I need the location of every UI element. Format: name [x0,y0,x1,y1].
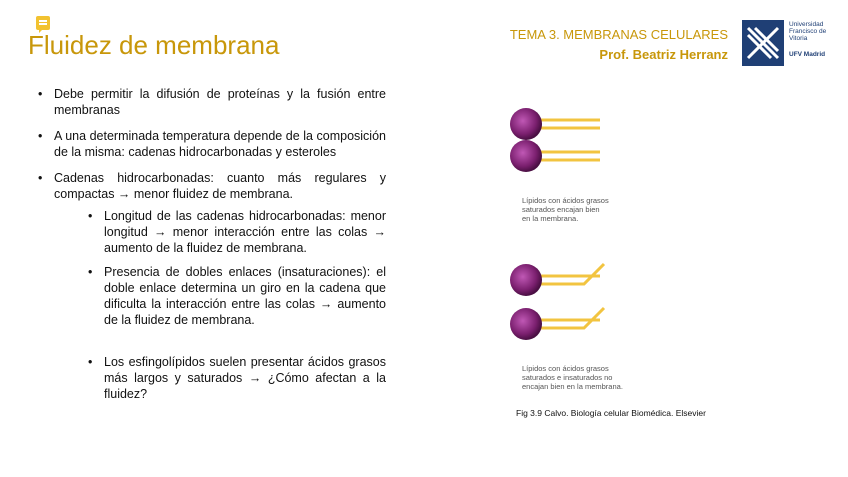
bullet-item: • Cadenas hidrocarbonadas: cuanto más regulares y compactas → menor fluidez de membrana. • Longitud de las cadenas hidrocarbonadas: menor longitud → menor interacción entre las colas → aumento de la fluidez de membrana. • Presencia de dobles enlaces (insaturaciones): el doble enlace determina un giro en la cadena que dificulta la interacción entre las colas → aumento de la fluidez de membrana. • Los esfingolípidos suelen presentar ácidos grasos más largos y saturados → ¿Cómo afectan a la fluidez? [36,170,386,402]
university-logo [742,20,784,66]
university-name: Universidad Francisco de Vitoria UFV Madrid [789,21,827,58]
sub-bullet-item: • Los esfingolípidos suelen presentar ácidos grasos más largos y saturados → ¿Cómo afectan a la fluidez? [86,354,386,402]
figure-caption-unsaturated: Lípidos con ácidos grasos saturados e insaturados no encajan bien en la membrana. [522,364,623,391]
figure-credit: Fig 3.9 Calvo. Biología celular Biomédica. Elsevier [516,408,706,418]
content-bullets [36,86,386,412]
unsaturated-lipid [510,308,604,340]
figure-caption-saturated: Lípidos con ácidos grasos saturados encajan bien en la membrana. [522,196,609,223]
sub-bullet-item: • Longitud de las cadenas hidrocarbonadas: menor longitud → menor interacción entre las colas → aumento de la fluidez de membrana. [86,208,386,256]
professor-label: Prof. Beatriz Herranz [599,47,728,62]
topic-label: TEMA 3. MEMBRANAS CELULARES [509,27,728,42]
bullet-item: • Debe permitir la difusión de proteínas y la fusión entre membranas [36,86,386,118]
bullet-item: • A una determinada temperatura depende de la composición de la misma: cadenas hidrocarbonadas y esteroles [36,128,386,160]
page-title: Fluidez de membrana [28,30,280,60]
saturated-lipid [510,140,600,172]
lipid-figure [500,100,680,400]
comment-icon[interactable] [36,16,50,30]
sub-bullet-item: • Presencia de dobles enlaces (insaturaciones): el doble enlace determina un giro en la cadena que dificulta la interacción entre las colas → aumento de la fluidez de membrana. [86,264,386,328]
saturated-lipid [510,108,600,140]
unsaturated-lipid [510,264,604,296]
header-info [510,25,728,65]
